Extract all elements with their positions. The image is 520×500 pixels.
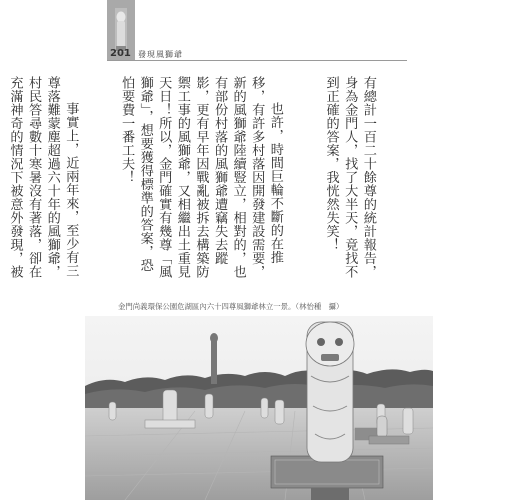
- running-head-title: 發現風獅爺: [138, 50, 183, 59]
- photo-illustration: [85, 316, 433, 500]
- paragraph-2: 也許，時間巨輪不斷的在推移，有許多村落因開發建設需要，新的風獅爺陸續豎立，相對的，也有部份村落的風獅爺遭竊失去蹤影，更有早年因戰亂被拆去構築防禦工事的風獅爺，又相繼出土重見天日！所以，金門確實有幾尊「風獅爺」，想要獲得標準的答案，恐怕要費一番工夫！: [119, 76, 283, 279]
- paragraph-1: 有總計一百二十餘尊的統計報告，身為金門人，找了大半天，竟找不到正確的答案，我恍然失笑！: [323, 76, 376, 279]
- header-rule: [107, 60, 407, 61]
- paragraph-3: 事實上，近兩年來，至少有三尊落難蒙塵超過六十年的風獅爺，村民答尋數十寒暑沒有著落，卻在充滿神奇的情況下被意外發現，被: [7, 76, 79, 279]
- lion-statue-thumbnail: [115, 8, 127, 52]
- body-text: [0, 76, 414, 280]
- page-number: 201: [110, 48, 131, 59]
- wind-lion-park-photo: [85, 316, 433, 500]
- photo-caption: 金門尚義環保公園危湖區內六十四尊風獅爺林立一景。（林怡種 攝）: [118, 302, 344, 311]
